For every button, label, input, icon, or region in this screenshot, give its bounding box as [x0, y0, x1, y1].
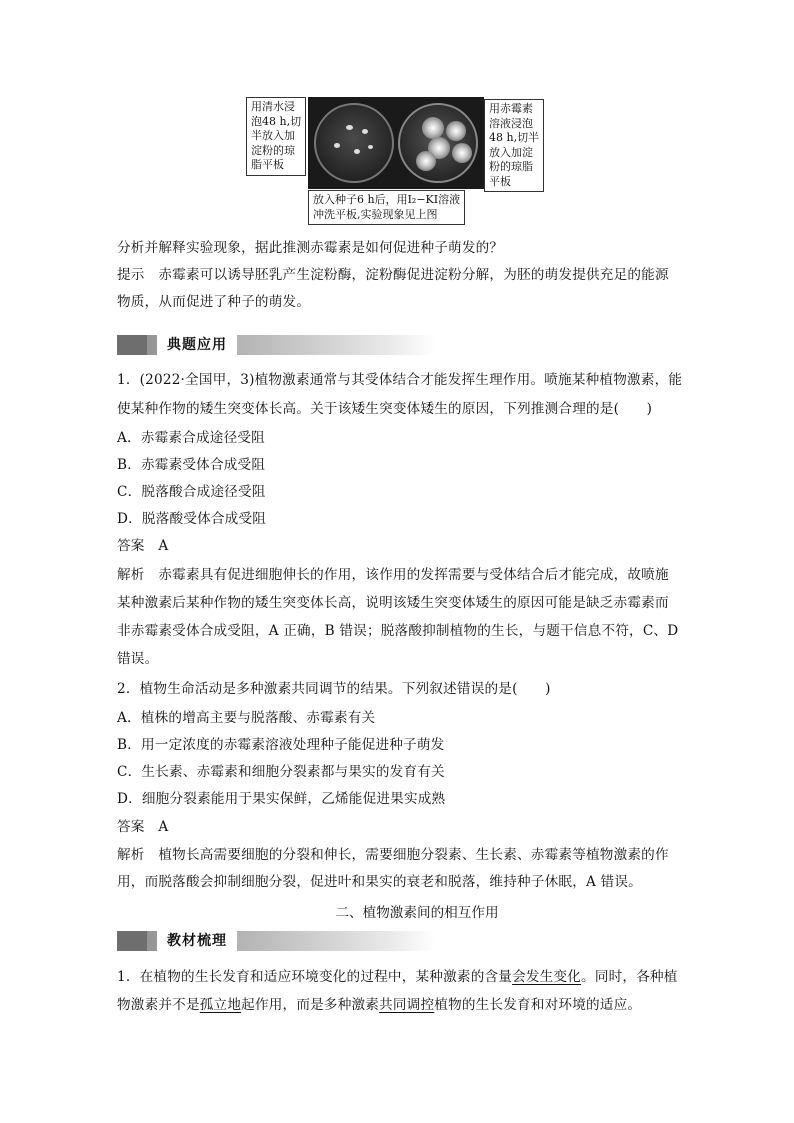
gibberellin-treated-dish [398, 103, 478, 183]
point1-line-1: 1．在植物的生长发育和适应环境变化的过程中，某种激素的含量会发生变化。同时，各种植 [117, 969, 678, 985]
q2-option-b: B．用一定浓度的赤霉素溶液处理种子能促进种子萌发 [117, 737, 445, 753]
blank-answer: 会发生变化 [512, 969, 582, 985]
q1-stem-line-1: 1．(2022·全国甲，3)植物激素通常与其受体结合才能发挥生理作用。喷施某种植物激素，能 [117, 372, 683, 388]
q2-option-d: D．细胞分裂素能用于果实保鲜，乙烯能促进果实成熟 [117, 791, 446, 807]
hint-line-2: 物质，从而促进了种子的萌发。 [117, 294, 311, 310]
part-heading: 二、植物激素间的相互作用 [335, 905, 499, 921]
q1-option-a: A．赤霉素合成途径受阻 [117, 430, 265, 446]
q1-analysis-line-2: 某种激素后某种作物的矮生突变体长高，说明该矮生突变体矮生的原因可能是缺乏赤霉素而 [117, 595, 669, 611]
analysis-question: 分析并解释实验现象，据此推测赤霉素是如何促进种子萌发的？ [117, 240, 504, 256]
q1-option-c: C．脱落酸合成途径受阻 [117, 484, 266, 500]
point1-line-2: 物激素并不是孤立地起作用，而是多种激素共同调控植物的生长发育和对环境的适应。 [117, 997, 642, 1013]
q1-analysis-line-4: 错误。 [117, 651, 159, 667]
blank-answer: 共同调控 [379, 997, 435, 1013]
q2-option-c: C．生长素、赤霉素和细胞分裂素都与果实的发育有关 [117, 764, 445, 780]
section-header-textbook-review [117, 931, 435, 951]
water-treated-dish [314, 103, 394, 183]
right-plate-label: 用赤霉素 溶液浸泡 48 h,切半 放入加淀 粉的琼脂 平板 [484, 99, 544, 192]
left-plate-label: 用清水浸 泡48 h,切 半放入加 淀粉的琼 脂平板 [246, 97, 306, 176]
q1-option-b: B．赤霉素受体合成受阻 [117, 457, 266, 473]
q2-analysis-line-1: 解析 植物长高需要细胞的分裂和伸长，需要细胞分裂素、生长素、赤霉素等植物激素的作 [117, 847, 669, 863]
q1-analysis-line-1: 解析 赤霉素具有促进细胞伸长的作用，该作用的发挥需要与受体结合后才能完成，故喷施 [117, 567, 669, 583]
q1-option-d: D．脱落酸受体合成受阻 [117, 511, 267, 527]
q2-stem: 2．植物生命活动是多种激素共同调节的结果。下列叙述错误的是( ) [117, 681, 551, 697]
hint-line-1: 提示 赤霉素可以诱导胚乳产生淀粉酶，淀粉酶促进淀粉分解，为胚的萌发提供充足的能源 [117, 267, 669, 283]
q1-answer: 答案 A [117, 538, 169, 554]
q2-analysis-line-2: 用，而脱落酸会抑制细胞分裂，促进叶和果实的衰老和脱落，维持种子休眠，A 错误。 [117, 874, 642, 890]
q1-stem-line-2: 使某种作物的矮生突变体长高。关于该矮生突变体矮生的原因，下列推测合理的是( ) [117, 401, 653, 417]
q2-option-a: A．植株的增高主要与脱落酸、赤霉素有关 [117, 710, 376, 726]
q1-analysis-line-3: 非赤霉素受体合成受阻，A 正确，B 错误；脱落酸抑制植物的生长，与题干信息不符，C、D [117, 623, 679, 639]
agar-plates-photo [308, 97, 484, 189]
figure-caption: 放入种子6 h后，用I₂−KI溶液 冲洗平板,实验现象见上图 [308, 190, 465, 225]
section-title: 典题应用 [157, 335, 237, 355]
q2-answer: 答案 A [117, 819, 169, 835]
section-title: 教材梳理 [157, 931, 237, 951]
blank-answer: 孤立地 [199, 997, 242, 1013]
section-header-typical-questions [117, 335, 435, 355]
